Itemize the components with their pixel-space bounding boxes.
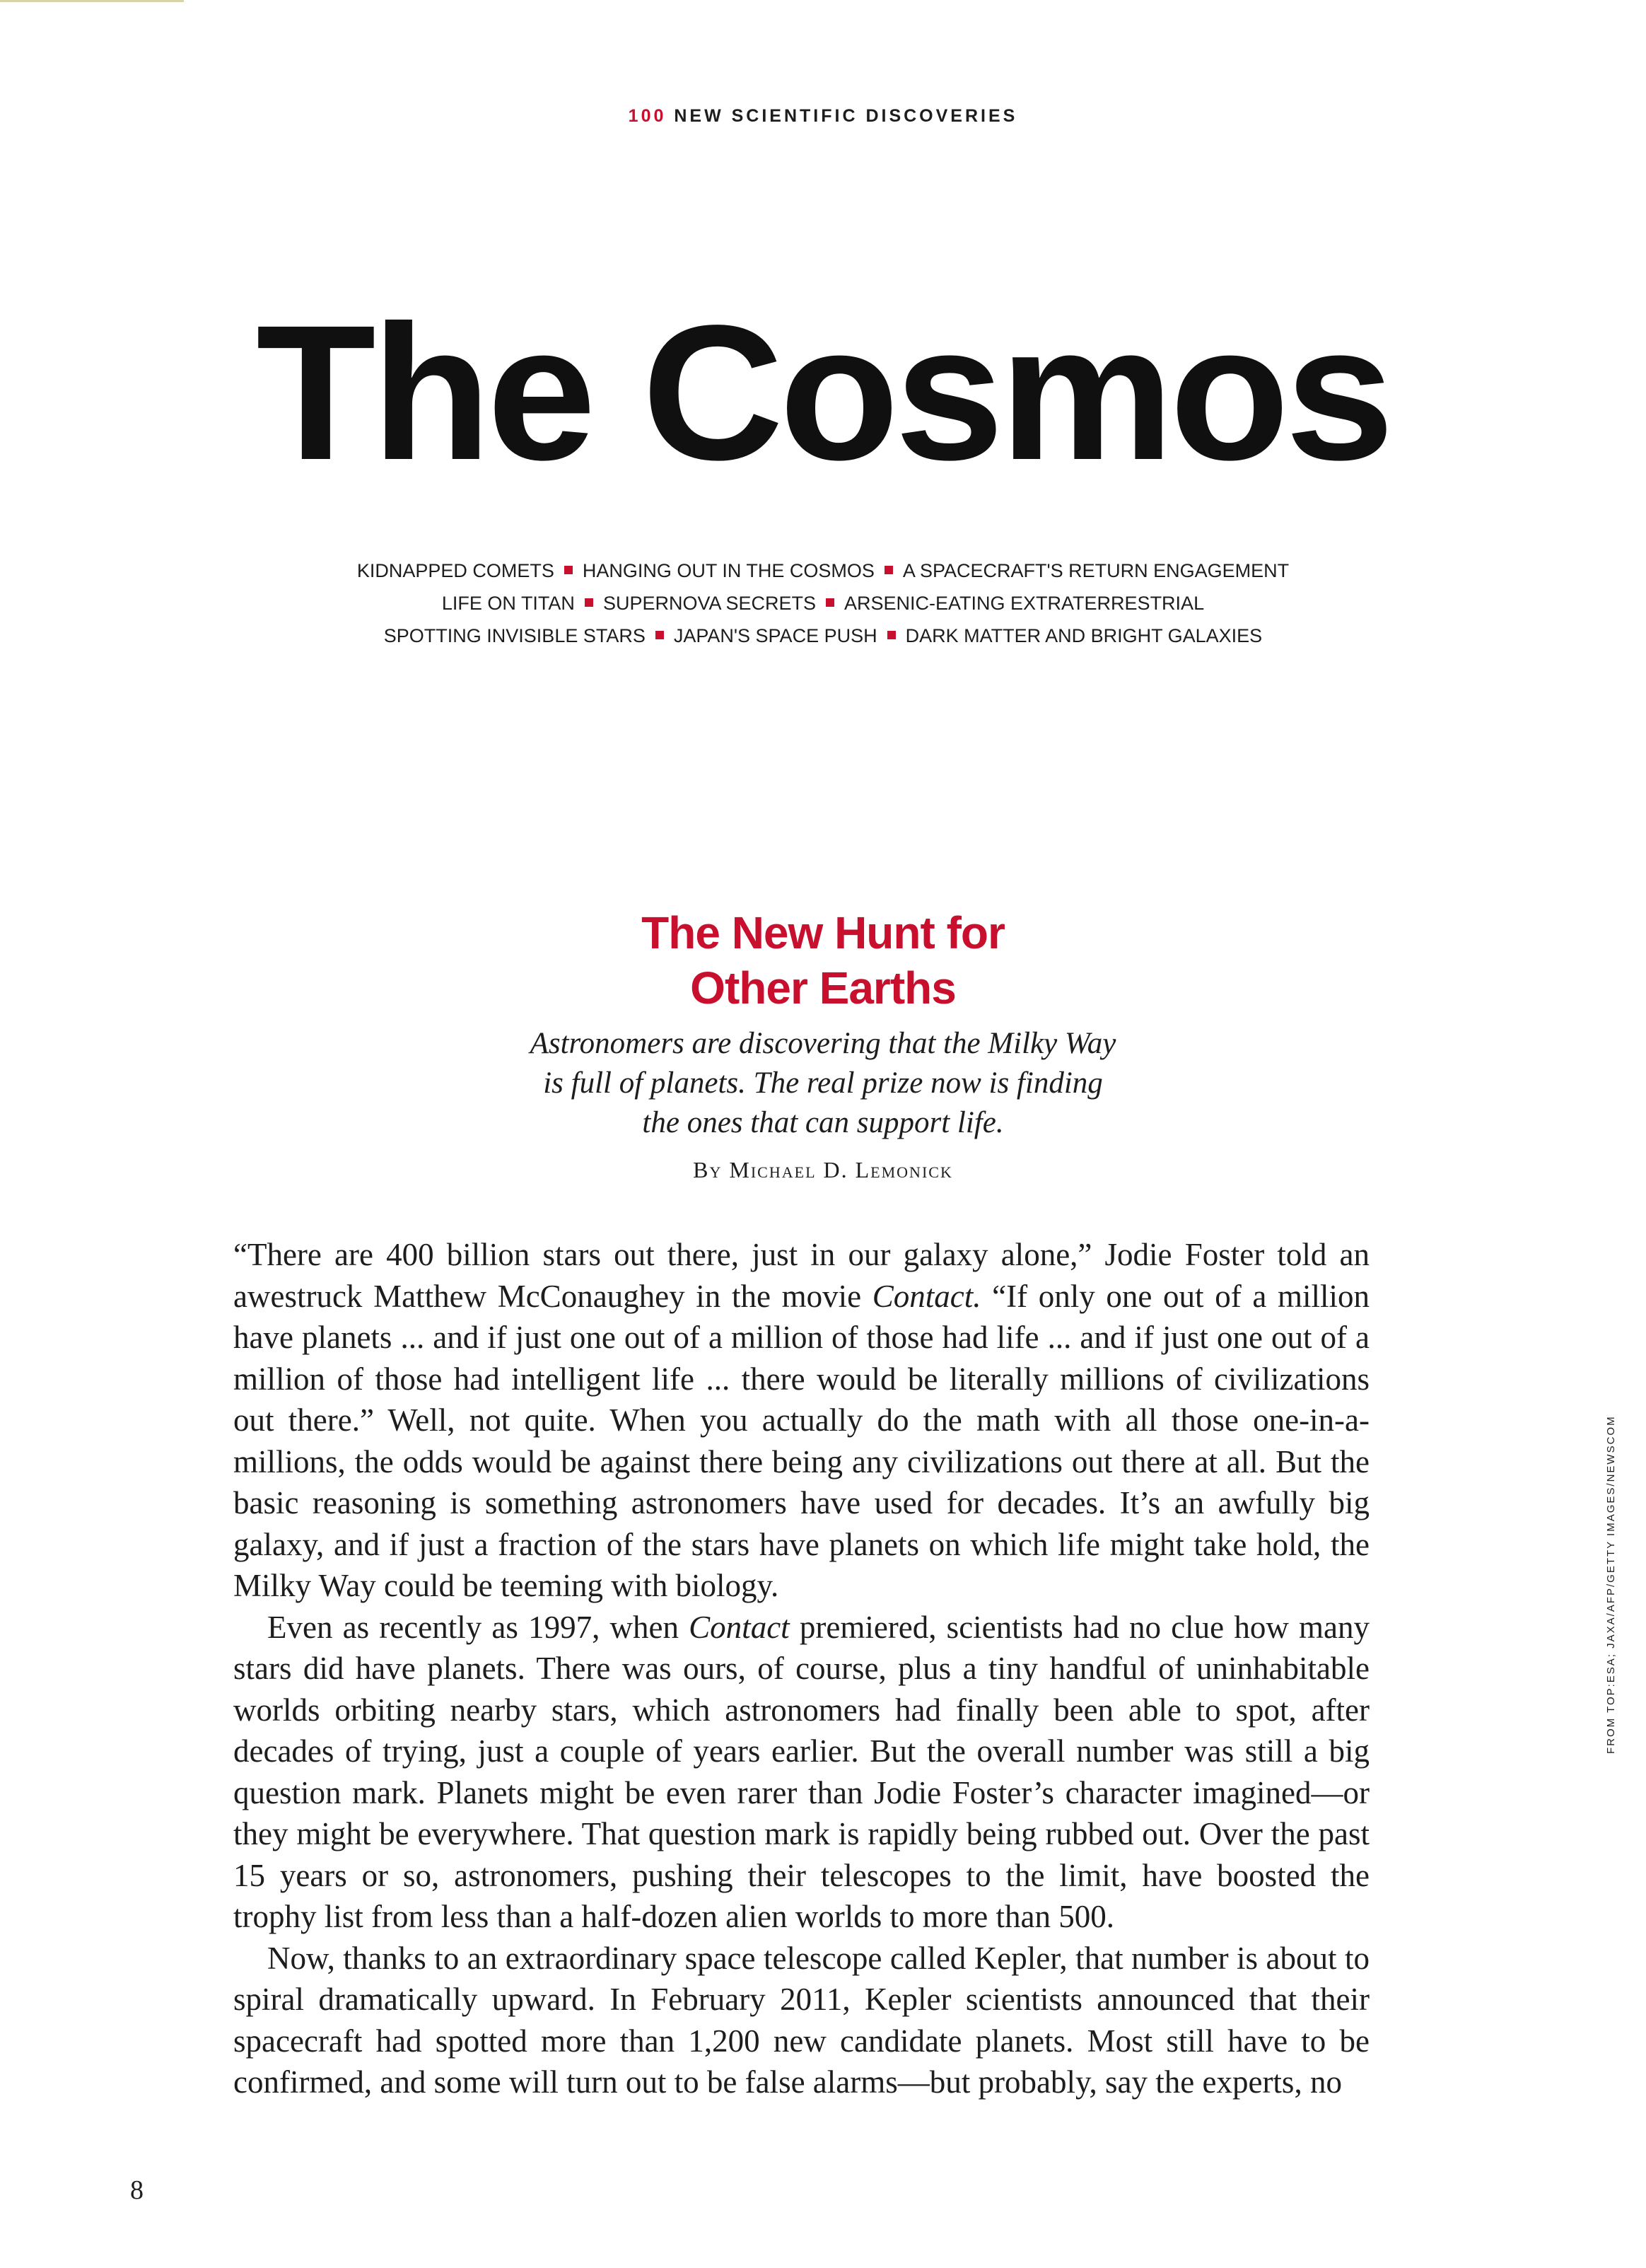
bullet-square-icon bbox=[655, 631, 664, 639]
topics-list bbox=[0, 554, 1646, 652]
body-paragraph-1 bbox=[233, 1234, 1370, 1607]
topic-item: ARSENIC-EATING EXTRATERRESTRIAL bbox=[844, 593, 1205, 614]
bullet-square-icon bbox=[826, 598, 834, 607]
topic-item: LIFE ON TITAN bbox=[441, 593, 575, 614]
series-kicker bbox=[0, 106, 1646, 127]
top-decorative-rule bbox=[0, 0, 184, 2]
page-number: 8 bbox=[130, 2175, 144, 2205]
body-text: “If only one out of a million have planets ... and if just one out of a million of those had life ... and if just one out of a million of those had intelligent life ... there would be literally millions of civilizations out there.” Well, not quite. When you actually do the math with all those one-in-a-millions, the odds would be against there being any civilizations out there at all. But the basic reasoning is something astronomers have used for decades. It’s an awfully big galaxy, and if just a fraction of the stars have planets on which life might take hold, the Milky Way could be teeming with biology. bbox=[233, 1278, 1370, 1603]
kicker-number: 100 bbox=[628, 106, 667, 126]
body-text: Even as recently as 1997, when bbox=[267, 1609, 689, 1645]
bullet-square-icon bbox=[585, 598, 593, 607]
dek-line-1: Astronomers are discovering that the Milky Way bbox=[530, 1027, 1116, 1060]
dek-line-2: is full of planets. The real prize now is finding bbox=[543, 1066, 1103, 1100]
topic-item: JAPAN'S SPACE PUSH bbox=[673, 625, 877, 646]
dek-line-3: the ones that can support life. bbox=[642, 1106, 1004, 1139]
headline-line-2: Other Earths bbox=[690, 963, 956, 1013]
bullet-square-icon bbox=[885, 566, 893, 574]
topic-item: DARK MATTER AND BRIGHT GALAXIES bbox=[905, 625, 1263, 646]
article-dek bbox=[0, 1024, 1646, 1143]
body-paragraph-3: Now, thanks to an extraordinary space telescope called Kepler, that number is about to spiral dramatically upward. In February 2011, Kepler scientists announced that their spacecraft had spotted more than 1,200 new candidate planets. Most still have to be confirmed, and some will turn out to be false alarms—but probably, say the experts, no bbox=[233, 1940, 1370, 2100]
section-title: The Cosmos bbox=[256, 285, 1390, 500]
topic-item: SUPERNOVA SECRETS bbox=[602, 593, 817, 614]
photo-credit: FROM TOP:ESA; JAXA/AFP/GETTY IMAGES/NEWSCOM bbox=[1605, 1415, 1617, 1754]
article-headline bbox=[0, 905, 1646, 1016]
topic-item: SPOTTING INVISIBLE STARS bbox=[383, 625, 646, 646]
topic-item: HANGING OUT IN THE COSMOS bbox=[582, 560, 875, 581]
topics-line-3 bbox=[0, 620, 1646, 652]
headline-line-1: The New Hunt for bbox=[641, 907, 1005, 958]
body-text: “There are 400 billion stars out there, just in our galaxy alone,” Jodie Foster told an awestruck Matthew McConaughey in the movie bbox=[233, 1237, 1370, 1314]
topics-line-1 bbox=[0, 554, 1646, 587]
topic-item: KIDNAPPED COMETS bbox=[356, 560, 554, 581]
body-paragraph-2 bbox=[233, 1607, 1370, 1938]
bullet-square-icon bbox=[887, 631, 896, 639]
topic-item: A SPACECRAFT'S RETURN ENGAGEMENT bbox=[902, 560, 1290, 581]
bullet-square-icon bbox=[564, 566, 573, 574]
movie-title-italic: Contact. bbox=[872, 1278, 981, 1314]
kicker-text: NEW SCIENTIFIC DISCOVERIES bbox=[674, 106, 1018, 126]
topics-line-2 bbox=[0, 587, 1646, 620]
article-byline: By Michael D. Lemonick bbox=[693, 1157, 953, 1182]
movie-title-italic: Contact bbox=[689, 1609, 790, 1645]
body-text: premiered, scientists had no clue how many stars did have planets. There was ours, of course, plus a tiny handful of uninhabitable worlds orbiting nearby stars, which astronomers had finally been able to spot, after decades of trying, just a couple of years earlier. But the overall number was still a big question mark. Planets might be even rarer than Jodie Foster’s character imagined—or they might be everywhere. That question mark is rapidly being rubbed out. Over the past 15 years or so, astronomers, pushing their telescopes to the limit, have boosted the trophy list from less than a half-dozen alien worlds to more than 500. bbox=[233, 1609, 1370, 1934]
article-body bbox=[233, 1234, 1370, 2103]
